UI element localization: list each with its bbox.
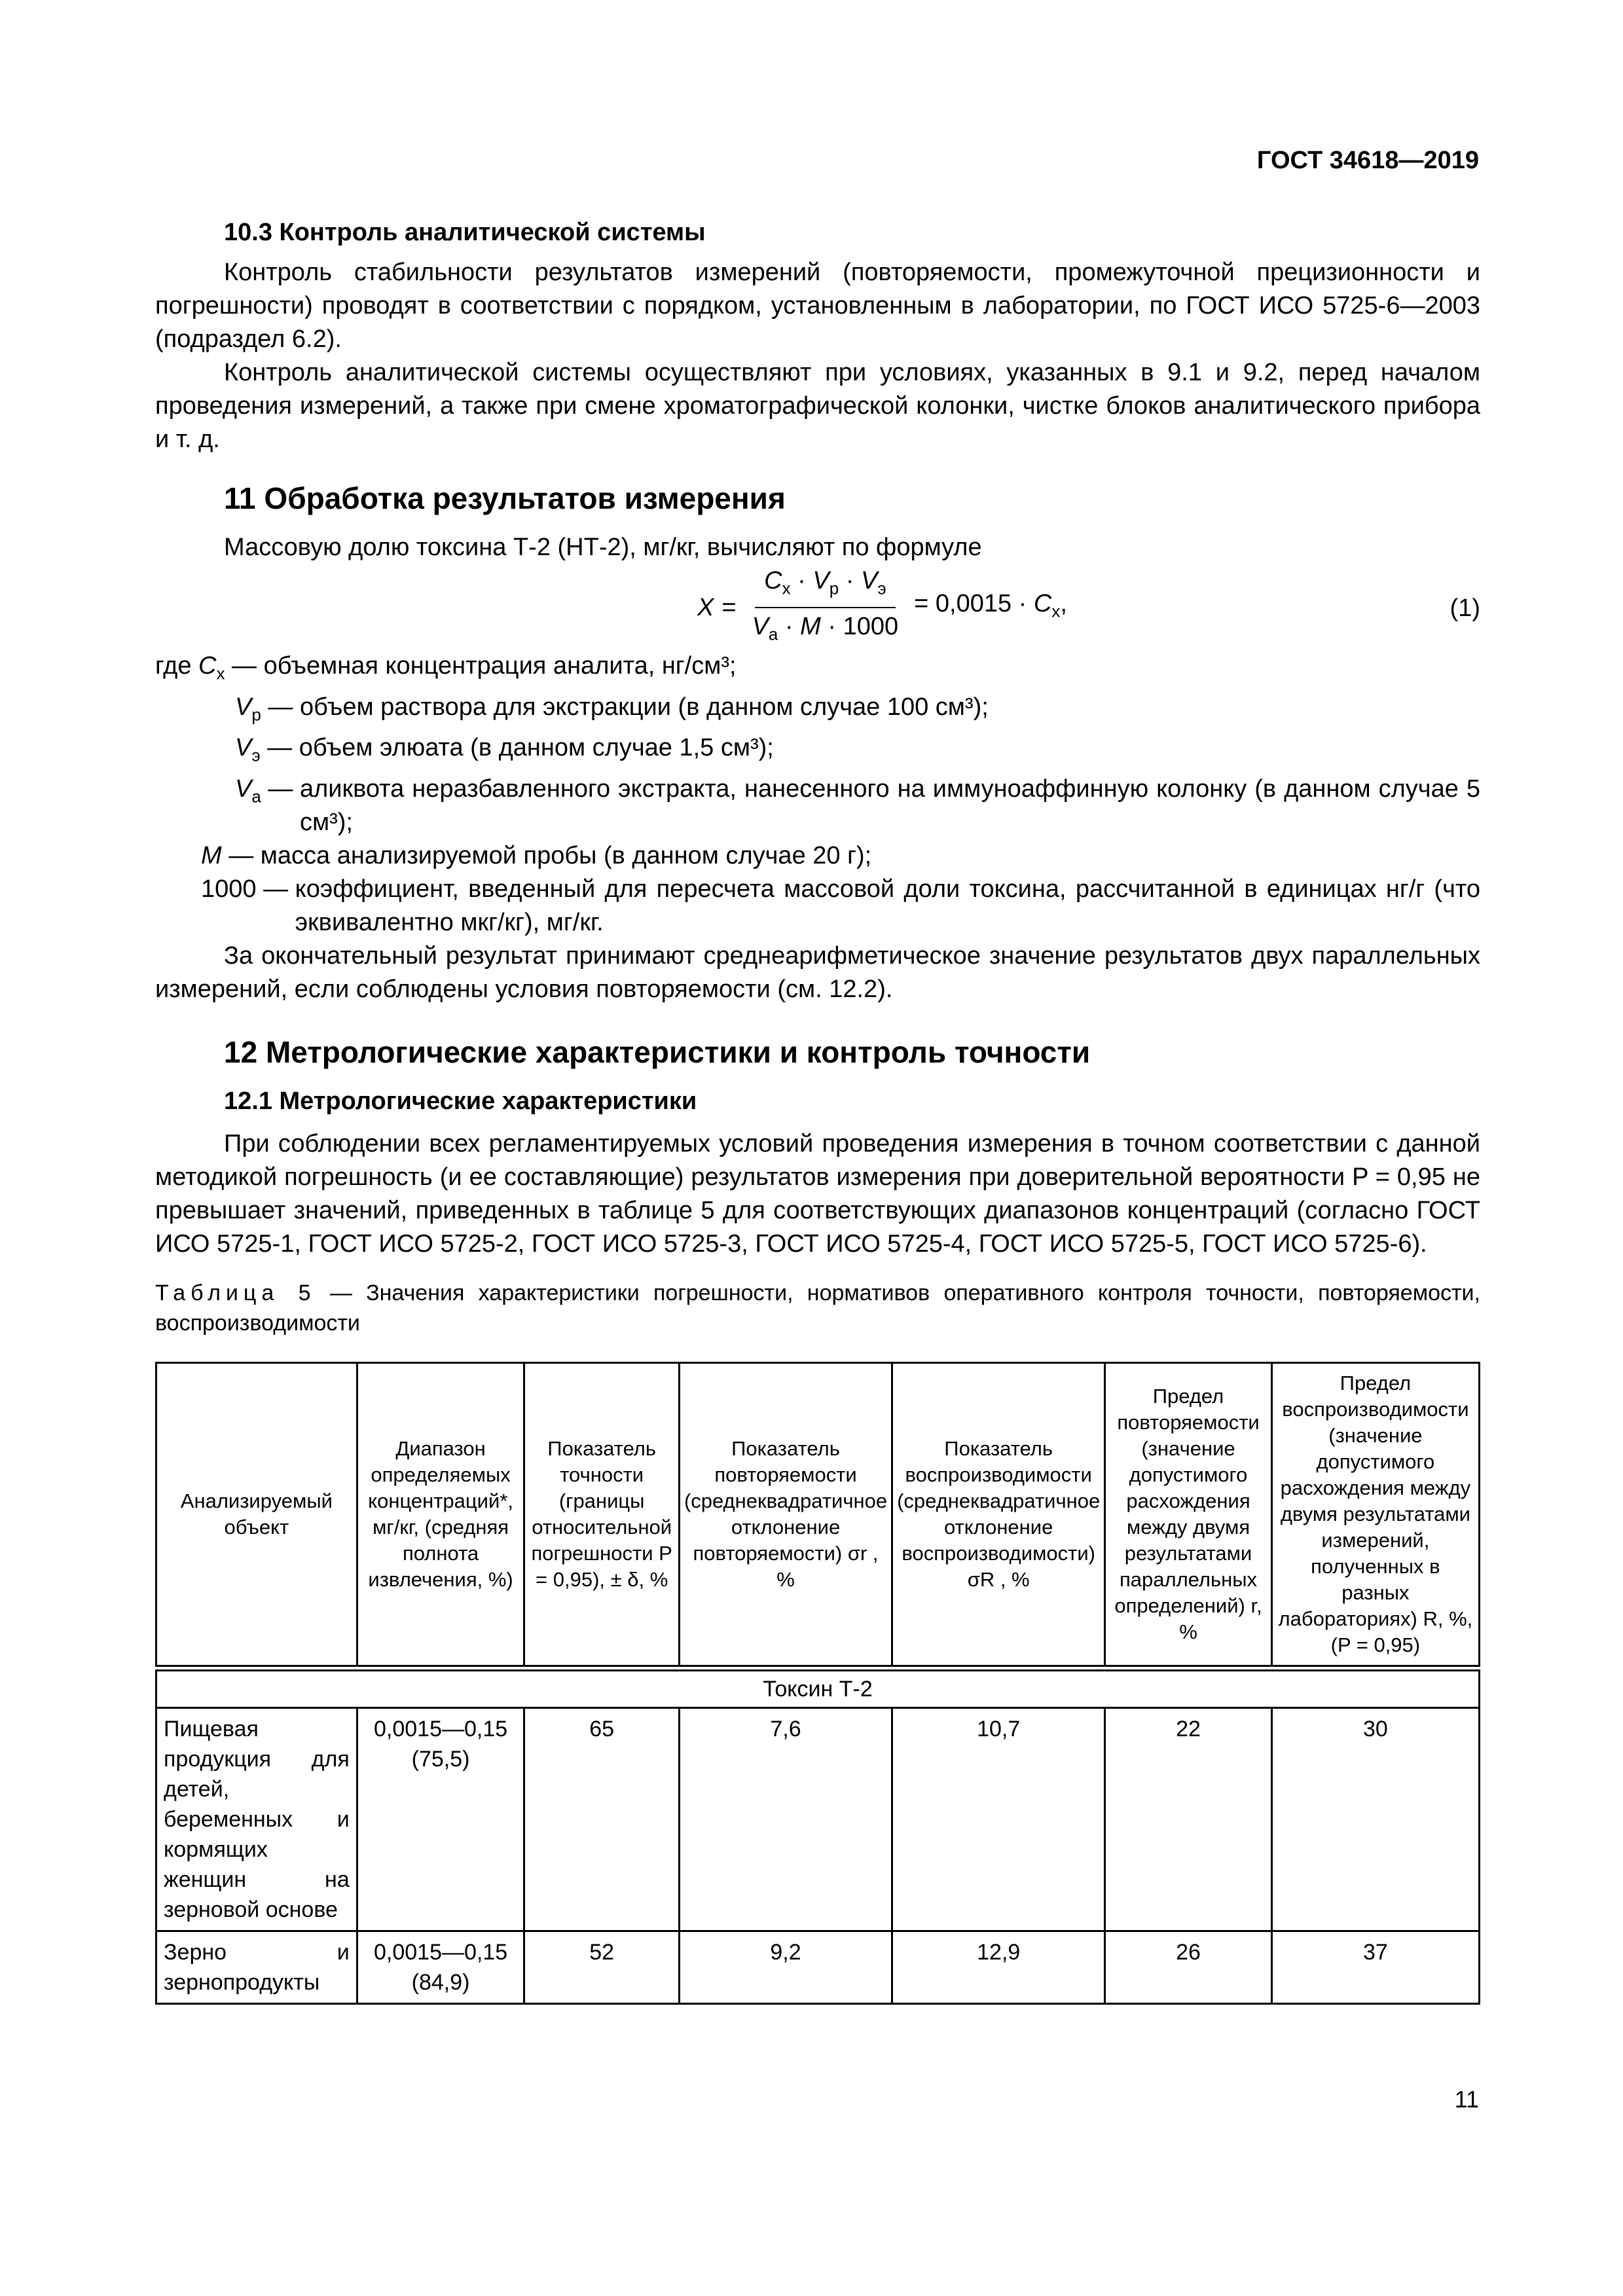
header-range: Диапазон определяемых концентраций*, мг/кг, (средняя полнота извлечения, %) <box>357 1362 524 1668</box>
paragraph: За окончательный результат принимают среднеарифметическое значение результатов двух параллельных измерений, если соблюдены условия повторяемости (см. 12.2). <box>155 941 1480 1003</box>
cell-R: 30 <box>1271 1707 1479 1931</box>
equation-number: (1) <box>1450 594 1480 622</box>
definition-cx: где $C_x$ — объемная концентрация аналита, нг/см³; <box>155 652 737 683</box>
formula-equals: = <box>721 593 737 621</box>
header-reproducibility: Показатель воспроизводимости (среднеквадратичное отклонение воспроизводимости) σR , % <box>892 1362 1105 1668</box>
definition-1000: 1000 — коэффициент, введенный для пересчета массовой доли токсина, рассчитанной в единицах нг/г (что эквивалентно мкг/кг), мг/кг. <box>201 875 1480 936</box>
cell-object: Зерно и зернопродукты <box>156 1931 357 2003</box>
definition-ve: $V_э$ — объем элюата (в данном случае 1,5 см³); <box>235 734 774 765</box>
definition-m: M — масса анализируемой пробы (в данном случае 20 г); <box>201 841 872 869</box>
table-5 <box>155 1362 1480 2005</box>
paragraph: При соблюдении всех регламентируемых условий проведения измерения в точном соответствии с данной методикой погрешность (и ее составляющие) результатов измерения при доверительной вероятности P = 0,95 не превышает значений, приведенных в таблице 5 для соответствующих диапазонов концентраций (согласно ГОСТ ИСО 5725-1, ГОСТ ИСО 5725-2, ГОСТ ИСО 5725-3, ГОСТ ИСО 5725-4, ГОСТ ИСО 5725-5, ГОСТ ИСО 5725-6). <box>155 1129 1480 1258</box>
cell-range: 0,0015—0,15 (84,9) <box>357 1931 524 2003</box>
cell-sigma-R: 12,9 <box>892 1931 1105 2003</box>
formula-intro: Массовую долю токсина Т-2 (НТ-2), мг/кг, вычисляют по формуле <box>224 534 982 561</box>
header-repeatability-limit: Предел повторяемости (значение допустимого расхождения между двумя результатами параллельных определений) r, % <box>1105 1362 1272 1668</box>
formula-rhs: = $0,0015 \cdot C_x$, <box>914 589 1067 621</box>
table-caption-label: Таблица 5 <box>155 1280 316 1305</box>
cell-range: 0,0015—0,15 (75,5) <box>357 1707 524 1931</box>
page-number: 11 <box>1454 2086 1479 2113</box>
table-caption <box>155 1278 1480 1338</box>
formula-fraction <box>743 565 908 649</box>
variable-definitions <box>155 649 1480 939</box>
cell-sigma-r: 9,2 <box>679 1931 892 2003</box>
formula-denominator: $V_a \cdot M \cdot 1000$ <box>752 613 899 644</box>
section-12-1-title: 12.1 Метрологические характеристики <box>224 1087 697 1115</box>
cell-r: 22 <box>1105 1707 1272 1931</box>
header-repeatability: Показатель повторяемости (среднеквадратичное отклонение повторяемости) σr , % <box>679 1362 892 1668</box>
formula-expression <box>697 568 1067 647</box>
paragraph: Контроль аналитической системы осуществляют при условиях, указанных в 9.1 и 9.2, перед началом проведения измерений, а также при смене хроматографической колонки, чистке блоков аналитического прибора и т. д. <box>155 359 1480 453</box>
table-row <box>156 1707 1480 1931</box>
cell-sigma-r: 7,6 <box>679 1707 892 1931</box>
cell-object: Пищевая продукция для детей, беременных и кормящих женщин на зерновой основе <box>156 1707 357 1931</box>
definition-vp: $V_p$ — объем раствора для экстракции (в данном случае 100 см³); <box>235 693 989 725</box>
group-label: Токсин Т-2 <box>156 1668 1480 1708</box>
table-row <box>156 1931 1480 2003</box>
cell-sigma-R: 10,7 <box>892 1707 1105 1931</box>
formula-1 <box>155 568 1480 647</box>
cell-delta: 65 <box>524 1707 680 1931</box>
paragraph: Контроль стабильности результатов измерений (повторяемости, промежуточной прецизионности и погрешности) проводят в соответствии с порядком, установленным в лаборатории, по ГОСТ ИСО 5725-6—2003 (подраздел 6.2). <box>155 259 1480 353</box>
table-caption-text: — Значения характеристики погрешности, нормативов оперативного контроля точности, повторяемости, воспроизводимости <box>155 1280 1480 1336</box>
header-object: Анализируемый объект <box>156 1362 357 1668</box>
table-group-row <box>156 1668 1480 1708</box>
document-id: ГОСТ 34618—2019 <box>1256 147 1479 174</box>
cell-r: 26 <box>1105 1931 1272 2003</box>
formula-lhs: X <box>697 593 714 621</box>
section-12-title: 12 Метрологические характеристики и контроль точности <box>224 1034 1091 1069</box>
formula-numerator: $C_x \cdot V_p \cdot V_э$ <box>755 565 895 608</box>
header-reproducibility-limit: Предел воспроизводимости (значение допустимого расхождения между двумя результатами измерений, полученных в разных лабораториях) R, %, (P = 0,95) <box>1271 1362 1479 1668</box>
section-10-3-title: 10.3 Контроль аналитической системы <box>224 219 706 246</box>
table-header-row <box>156 1362 1480 1668</box>
cell-delta: 52 <box>524 1931 680 2003</box>
definition-va: $V_a$ — аликвота неразбавленного экстракта, нанесенного на иммуноаффинную колонку (в данном случае 5 см³); <box>235 774 1480 836</box>
page-content <box>155 216 1480 2005</box>
section-11-title: 11 Обработка результатов измерения <box>224 481 786 515</box>
cell-R: 37 <box>1271 1931 1479 2003</box>
header-accuracy: Показатель точности (границы относительной погрешности P = 0,95), ± δ, % <box>524 1362 680 1668</box>
